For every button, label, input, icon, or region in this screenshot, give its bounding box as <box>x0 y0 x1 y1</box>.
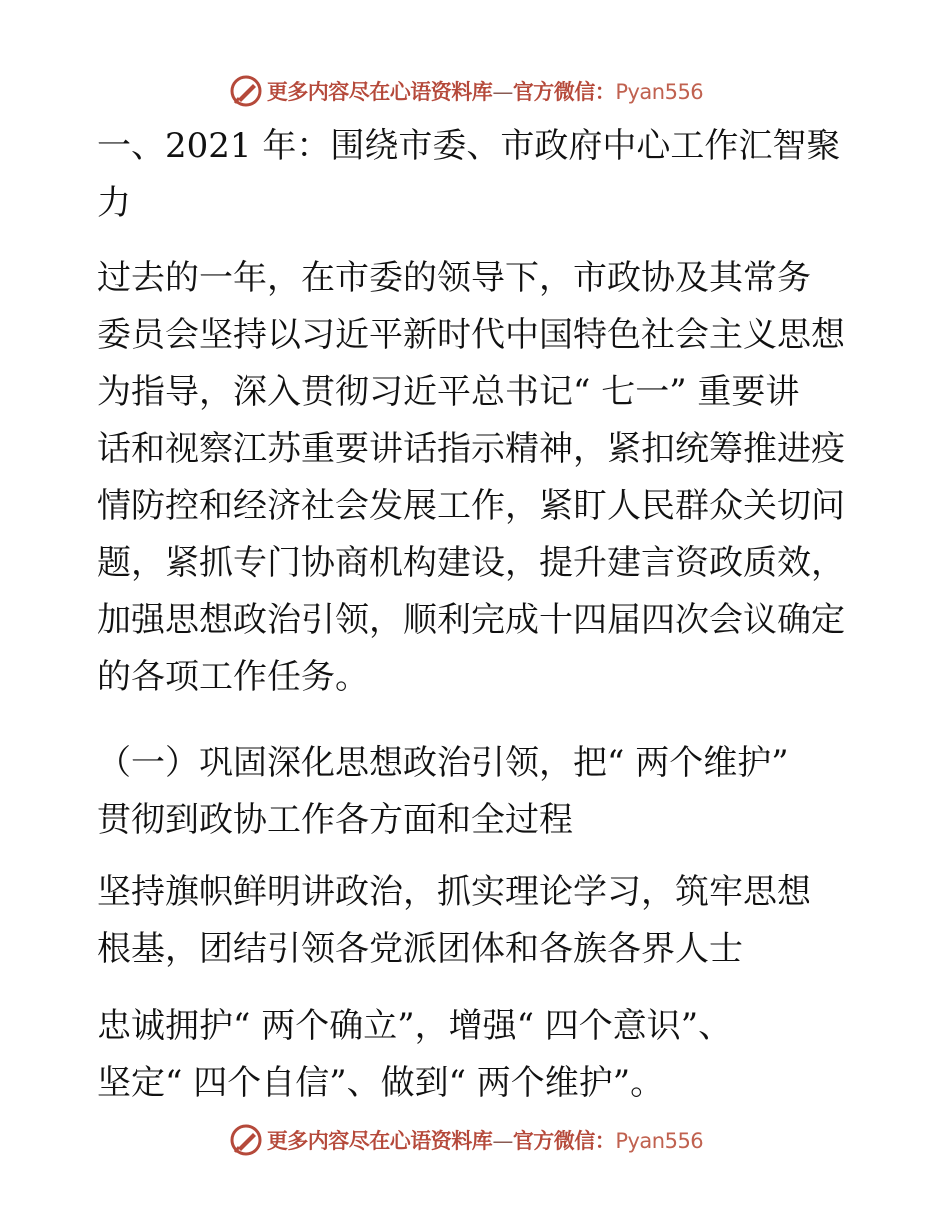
body-paragraph <box>97 864 857 978</box>
paragraph-line: 根基，团结引领各党派团体和各族各界人士 <box>97 929 743 969</box>
paragraph-line: 忠诚拥护“ 两个确立”，增强“ 四个意识”、 <box>97 1006 733 1046</box>
paragraph-line: 委员会坚持以习近平新时代中国特色社会主义思想 <box>97 315 845 355</box>
paragraph-line: 坚定“ 四个自信”、做到“ 两个维护”。 <box>97 1063 665 1103</box>
subheading-line: 贯彻到政协工作各方面和全过程 <box>97 800 573 840</box>
paragraph-line: 情防控和经济社会发展工作，紧盯人民群众关切问 <box>97 486 845 526</box>
heading-line: 力 <box>97 183 131 223</box>
body-paragraph <box>97 998 857 1112</box>
header-watermark <box>0 71 950 111</box>
section-heading <box>97 118 857 232</box>
paragraph-line: 过去的一年，在市委的领导下，市政协及其常务 <box>97 258 811 298</box>
watermark-text: 更多内容尽在心语资料库—官方微信：Pyan556 <box>266 1129 704 1153</box>
footer-watermark <box>0 1120 950 1160</box>
paragraph-line: 为指导，深入贯彻习近平总书记“ 七一” 重要讲 <box>97 372 800 412</box>
paragraph-line: 的各项工作任务。 <box>97 657 369 697</box>
paragraph-line: 加强思想政治引领，顺利完成十四届四次会议确定 <box>97 600 845 640</box>
body-paragraph <box>97 250 857 706</box>
heading-line: 一、2021 年：围绕市委、市政府中心工作汇智聚 <box>97 126 841 166</box>
subheading-line: （一）巩固深化思想政治引领，把“ 两个维护” <box>97 743 789 783</box>
paragraph-line: 坚持旗帜鲜明讲政治，抓实理论学习，筑牢思想 <box>97 872 811 912</box>
pen-seal-icon <box>229 74 263 108</box>
subsection-heading <box>97 735 857 849</box>
paragraph-line: 题，紧抓专门协商机构建设，提升建言资政质效， <box>97 543 845 583</box>
watermark-text: 更多内容尽在心语资料库—官方微信：Pyan556 <box>266 80 704 104</box>
paragraph-line: 话和视察江苏重要讲话指示精神，紧扣统筹推进疫 <box>97 429 845 469</box>
pen-seal-icon <box>229 1123 263 1157</box>
